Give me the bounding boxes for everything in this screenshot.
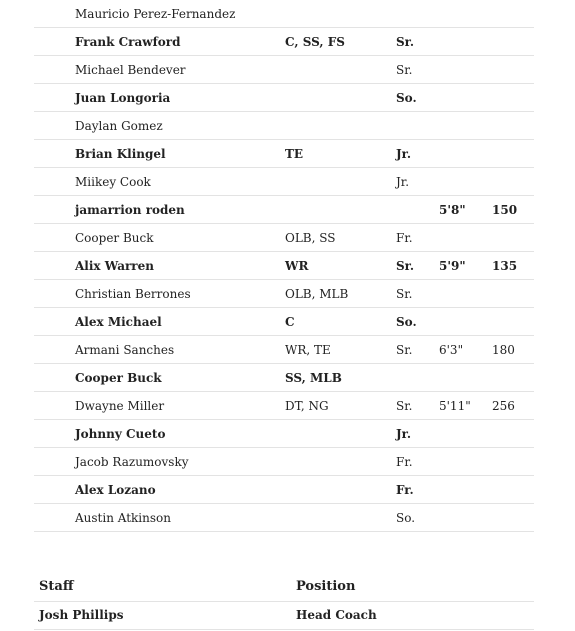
roster-row xyxy=(34,140,534,168)
player-height: 5'11" xyxy=(439,399,471,413)
player-position: SS, MLB xyxy=(285,371,342,385)
roster-row xyxy=(34,196,534,224)
player-year: Sr. xyxy=(396,63,413,77)
player-name: Alix Warren xyxy=(75,259,154,273)
player-year: Jr. xyxy=(396,147,412,161)
roster-row xyxy=(34,168,534,196)
player-name: Cooper Buck xyxy=(75,231,154,245)
player-height: 6'3" xyxy=(439,343,464,357)
player-name: Jacob Razumovsky xyxy=(75,455,189,469)
roster-row xyxy=(34,448,534,476)
player-year: Sr. xyxy=(396,399,413,413)
roster-table xyxy=(34,0,534,532)
player-name: Alex Lozano xyxy=(75,483,156,497)
player-name: jamarrion roden xyxy=(75,203,185,217)
player-year: Jr. xyxy=(396,427,412,441)
player-name: Alex Michael xyxy=(75,315,162,329)
player-year: So. xyxy=(396,511,416,525)
player-name: Dwayne Miller xyxy=(75,399,165,413)
player-name: Juan Longoria xyxy=(75,91,171,105)
player-name: Cooper Buck xyxy=(75,371,162,385)
player-year: Fr. xyxy=(396,483,414,497)
roster-row xyxy=(34,420,534,448)
player-weight: 135 xyxy=(492,259,518,273)
player-weight: 256 xyxy=(492,399,515,413)
player-name: Miikey Cook xyxy=(75,175,151,189)
roster-row xyxy=(34,0,534,28)
player-name: Frank Crawford xyxy=(75,35,181,49)
staff-header-row xyxy=(34,574,534,602)
roster-row xyxy=(34,504,534,532)
roster-row xyxy=(34,56,534,84)
roster-row xyxy=(34,280,534,308)
player-name: Christian Berrones xyxy=(75,287,191,301)
player-position: C xyxy=(285,315,295,329)
roster-row xyxy=(34,392,534,420)
roster-row xyxy=(34,364,534,392)
player-year: Fr. xyxy=(396,455,413,469)
player-year: So. xyxy=(396,91,417,105)
staff-row xyxy=(34,602,534,630)
roster-row xyxy=(34,476,534,504)
player-position: OLB, MLB xyxy=(285,287,349,301)
staff-position: Head Coach xyxy=(296,608,377,622)
player-year: So. xyxy=(396,315,417,329)
player-position: OLB, SS xyxy=(285,231,336,245)
player-weight: 150 xyxy=(492,203,518,217)
player-position: WR, TE xyxy=(285,343,331,357)
player-year: Sr. xyxy=(396,287,413,301)
player-year: Sr. xyxy=(396,35,415,49)
staff-table xyxy=(34,574,534,630)
roster-row xyxy=(34,28,534,56)
roster-row xyxy=(34,336,534,364)
player-position: TE xyxy=(285,147,304,161)
player-year: Sr. xyxy=(396,343,413,357)
roster-row xyxy=(34,252,534,280)
player-position: C, SS, FS xyxy=(285,35,345,49)
player-name: Mauricio Perez-Fernandez xyxy=(75,7,236,21)
roster-row xyxy=(34,224,534,252)
player-year: Sr. xyxy=(396,259,415,273)
roster-row xyxy=(34,84,534,112)
player-height: 5'9" xyxy=(439,259,466,273)
player-year: Fr. xyxy=(396,231,413,245)
player-name: Brian Klingel xyxy=(75,147,166,161)
player-name: Austin Atkinson xyxy=(75,511,171,525)
player-name: Johnny Cueto xyxy=(75,427,166,441)
player-height: 5'8" xyxy=(439,203,466,217)
player-name: Michael Bendever xyxy=(75,63,186,77)
staff-column-header: Staff xyxy=(39,579,74,594)
player-name: Armani Sanches xyxy=(75,343,175,357)
player-position: DT, NG xyxy=(285,399,329,413)
position-column-header: Position xyxy=(296,579,356,594)
player-position: WR xyxy=(285,259,309,273)
roster-row xyxy=(34,308,534,336)
staff-name: Josh Phillips xyxy=(39,608,124,622)
player-weight: 180 xyxy=(492,343,515,357)
player-year: Jr. xyxy=(396,175,410,189)
player-name: Daylan Gomez xyxy=(75,119,163,133)
roster-row xyxy=(34,112,534,140)
